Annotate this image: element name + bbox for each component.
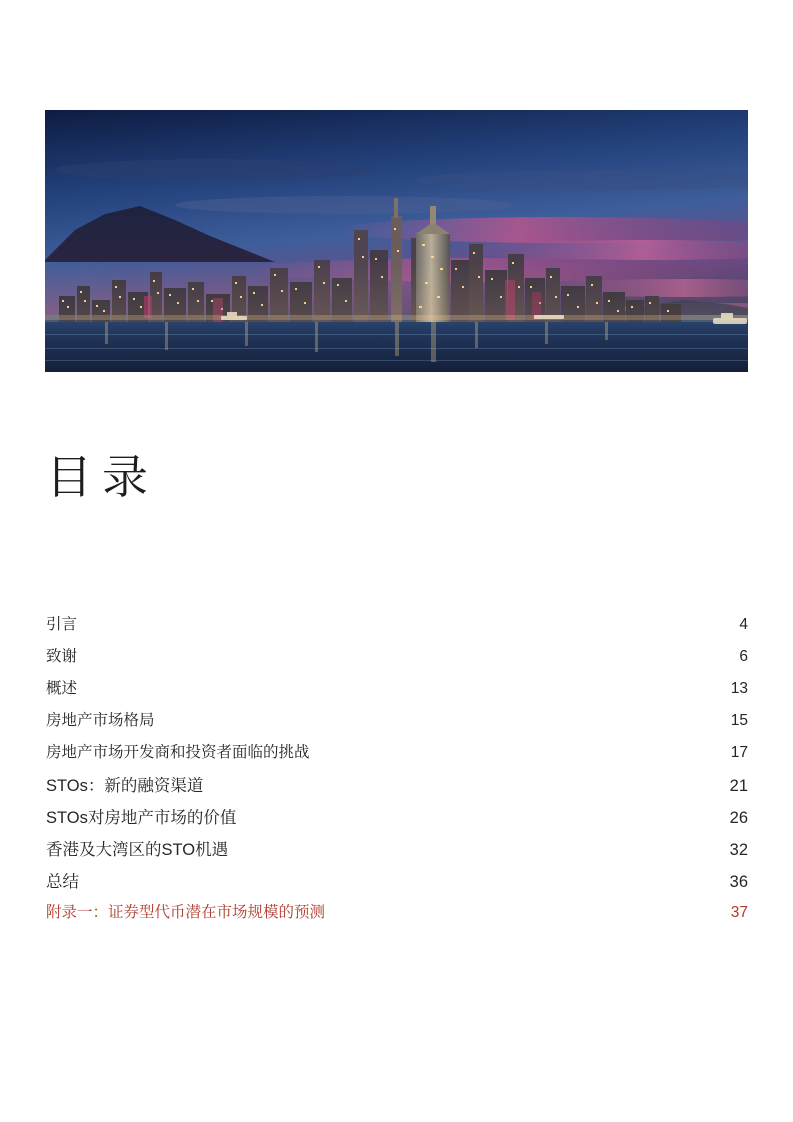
toc-entry[interactable]: [46, 644, 748, 676]
toc-entry-label: 总结: [46, 873, 79, 891]
toc-entry-label: 房地产市场格局: [46, 712, 155, 729]
toc-entry-page: 21: [729, 777, 748, 795]
toc-entry-page: 36: [729, 873, 748, 891]
toc-entry-page: 32: [729, 841, 748, 859]
toc-entry-page: 13: [730, 680, 748, 697]
table-of-contents: [46, 612, 748, 932]
toc-entry-page: 6: [739, 648, 748, 665]
hero-image: [45, 110, 748, 372]
toc-entry-label: 致谢: [46, 648, 78, 665]
toc-entry-label: 香港及大湾区的STO机遇: [46, 841, 229, 859]
toc-entry-page: 37: [730, 904, 748, 921]
toc-entry[interactable]: [46, 612, 748, 644]
toc-entry[interactable]: [46, 740, 748, 772]
toc-entry[interactable]: [46, 708, 748, 740]
toc-entry-label: 概述: [46, 680, 78, 697]
toc-entry[interactable]: [46, 868, 748, 900]
toc-entry-label: 房地产市场开发商和投资者面临的挑战: [46, 744, 310, 761]
toc-entry[interactable]: [46, 676, 748, 708]
toc-entry-label: 附录一：证券型代币潜在市场规模的预测: [46, 904, 326, 921]
toc-entry[interactable]: [46, 772, 748, 804]
toc-entry-page: 17: [730, 744, 748, 761]
toc-entry[interactable]: [46, 900, 748, 932]
toc-entry[interactable]: [46, 836, 748, 868]
toc-entry[interactable]: [46, 804, 748, 836]
toc-entry-page: 26: [729, 809, 748, 827]
toc-entry-label: 引言: [46, 616, 78, 633]
toc-entry-page: 4: [739, 616, 748, 633]
toc-entry-page: 15: [730, 712, 748, 729]
toc-entry-label: STOs：新的融资渠道: [46, 777, 204, 795]
page-title: 目录: [46, 452, 158, 503]
hero-image-illustration: [45, 110, 748, 372]
toc-entry-label: STOs对房地产市场的价值: [46, 809, 237, 827]
